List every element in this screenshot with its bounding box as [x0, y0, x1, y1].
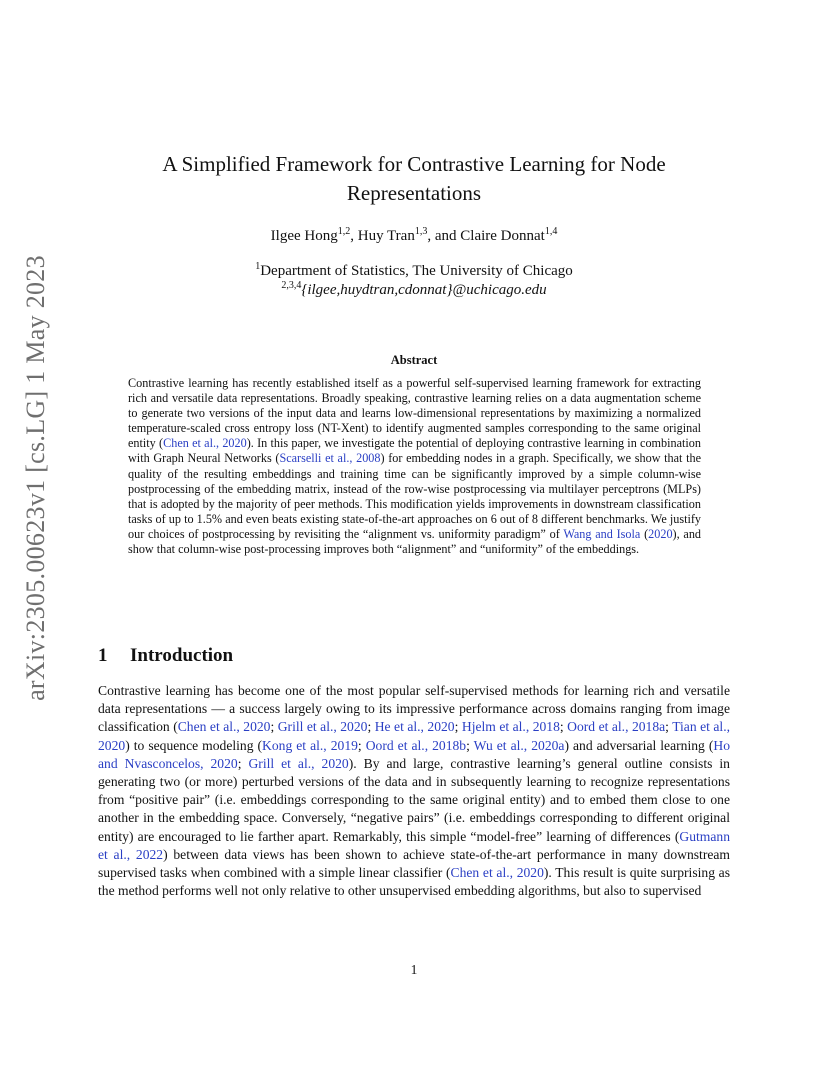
paragraph-text: ). By and large, contrastive learning’s general outline consists in generating two (or more) perturbed versions of the data and in subsequently learning to recognize representations from “positive pair” (i.e. embeddings corresponding to the same original entity) and to embed them close to one another in the embedding space. Conversely, “negative pairs” (i.e. embeddings corresponding to different original entity) are encouraged to lie farther apart. Remarkably, this simple “model-free” learning of differences (: [98, 755, 730, 844]
citation-link[interactable]: Scarselli et al., 2008: [279, 451, 381, 466]
citation-link[interactable]: Chen et al., 2020: [450, 865, 544, 881]
paragraph-text: ;: [665, 719, 673, 735]
author-list: Ilgee Hong$^{1,2}$, Huy Tran$^{1,3}$, and Claire Donnat$^{1,4}$: [270, 226, 558, 244]
page-number: 1: [410, 962, 418, 977]
paragraph-text: (: [640, 526, 649, 541]
paragraph-text: ) for embedding nodes in a graph. Specifically, we show that the quality of the resulting embeddings and training time can be significantly improved by a simple column-wise postprocessing of the embedding matrix, instead of the row-wise postprocessing via multilayer perceptrons (MLPs) that is adopted by the majority of peer methods. This modification yields improvements in downstream classification tasks of up to 1.5% and even beats existing state-of-the-art approaches on 6 out of 8 different benchmarks. We justify our choices of postprocessing by revisiting the “alignment vs. uniformity paradigm” of: [128, 451, 702, 541]
citation-link[interactable]: Gutmann et al., 2022: [98, 828, 730, 862]
citation-link[interactable]: Chen et al., 2020: [163, 436, 247, 451]
abstract-heading: Abstract: [390, 353, 438, 367]
paragraph-text: ). In this paper, we investigate the potential of deploying contrastive learning in combination with Graph Neural Networks (: [128, 436, 701, 466]
author: Huy Tran$^{1,3}$: [357, 226, 428, 244]
paragraph-text: ;: [237, 755, 249, 771]
citation-link[interactable]: Tian et al., 2020: [98, 719, 730, 753]
paragraph-text: ;: [357, 737, 366, 753]
abstract-text: [128, 376, 701, 557]
paragraph-text: Contrastive learning has become one of the most popular self-supervised methods for learning rich and versatile data representations — a success largely owing to its impressive performance across domains ranging from image classification (: [98, 683, 730, 735]
author: Claire Donnat$^{1,4}$: [460, 226, 558, 244]
citation-link[interactable]: He et al., 2020: [374, 719, 455, 735]
paragraph-text: ), and show that column-wise post-processing improves both “alignment” and “uniformity” of the embeddings.: [128, 526, 702, 557]
citation-link[interactable]: Wu et al., 2020a: [473, 737, 565, 753]
arxiv-stamp: arXiv:2305.00623v1 [cs.LG] 1 May 2023: [21, 255, 50, 701]
section-number: 1: [98, 645, 108, 666]
citation-link[interactable]: Hjelm et al., 2018: [461, 719, 560, 735]
paragraph-text: ). This result is quite surprising as the method performs well not only relative to other unsupervised embedding algorithms, but also to supervised: [98, 865, 730, 899]
citation-link[interactable]: Oord et al., 2018b: [365, 737, 467, 753]
citation-link[interactable]: Wang and Isola: [563, 526, 641, 541]
introduction-text: [98, 682, 730, 900]
author: Ilgee Hong$^{1,2}$: [270, 226, 351, 244]
paragraph-text: ) to sequence modeling (: [125, 737, 263, 753]
citation-link[interactable]: Chen et al., 2020: [177, 719, 271, 735]
paragraph-text: ;: [367, 719, 375, 735]
citation-link[interactable]: Oord et al., 2018a: [567, 719, 666, 735]
paragraph-text: ;: [559, 719, 568, 735]
section-title: Introduction: [130, 645, 234, 666]
paper-title: A Simplified Framework for Contrastive Learning for Node Representations: [162, 152, 666, 205]
affiliation: $^1$Department of Statistics, The University of Chicago: [255, 261, 573, 279]
paragraph-text: ) between data views has been shown to achieve state-of-the-art performance in many downstream supervised tasks when combined with a simple linear classifier (: [98, 846, 730, 881]
section-heading-introduction: [98, 645, 233, 667]
citation-link[interactable]: Kong et al., 2019: [262, 737, 358, 753]
citation-link[interactable]: 2020: [648, 526, 673, 541]
citation-link[interactable]: Ho and Nvasconcelos, 2020: [98, 737, 730, 771]
citation-link[interactable]: Grill et al., 2020: [248, 755, 349, 771]
paragraph-text: Contrastive learning has recently established itself as a powerful self-supervised learning framework for extracting rich and versatile data representations. Broadly speaking, contrastive learning relies on a data augmentation scheme to generate two versions of the input data and learns low-dimensional representations by maximizing a normalized temperature-scaled cross entropy loss (NT-Xent) to identify augmented samples corresponding to the same original entity (: [128, 376, 701, 451]
paragraph-text: ;: [454, 719, 462, 735]
paragraph-text: ;: [270, 719, 278, 735]
author-emails: $^{2,3,4}${ilgee,huydtran,cdonnat}@uchicago.edu: [281, 280, 547, 298]
affiliation-block: [120, 262, 708, 300]
paragraph-text: ;: [466, 737, 474, 753]
citation-link[interactable]: Grill et al., 2020: [277, 719, 368, 735]
paragraph-text: ) and adversarial learning (: [564, 737, 714, 753]
